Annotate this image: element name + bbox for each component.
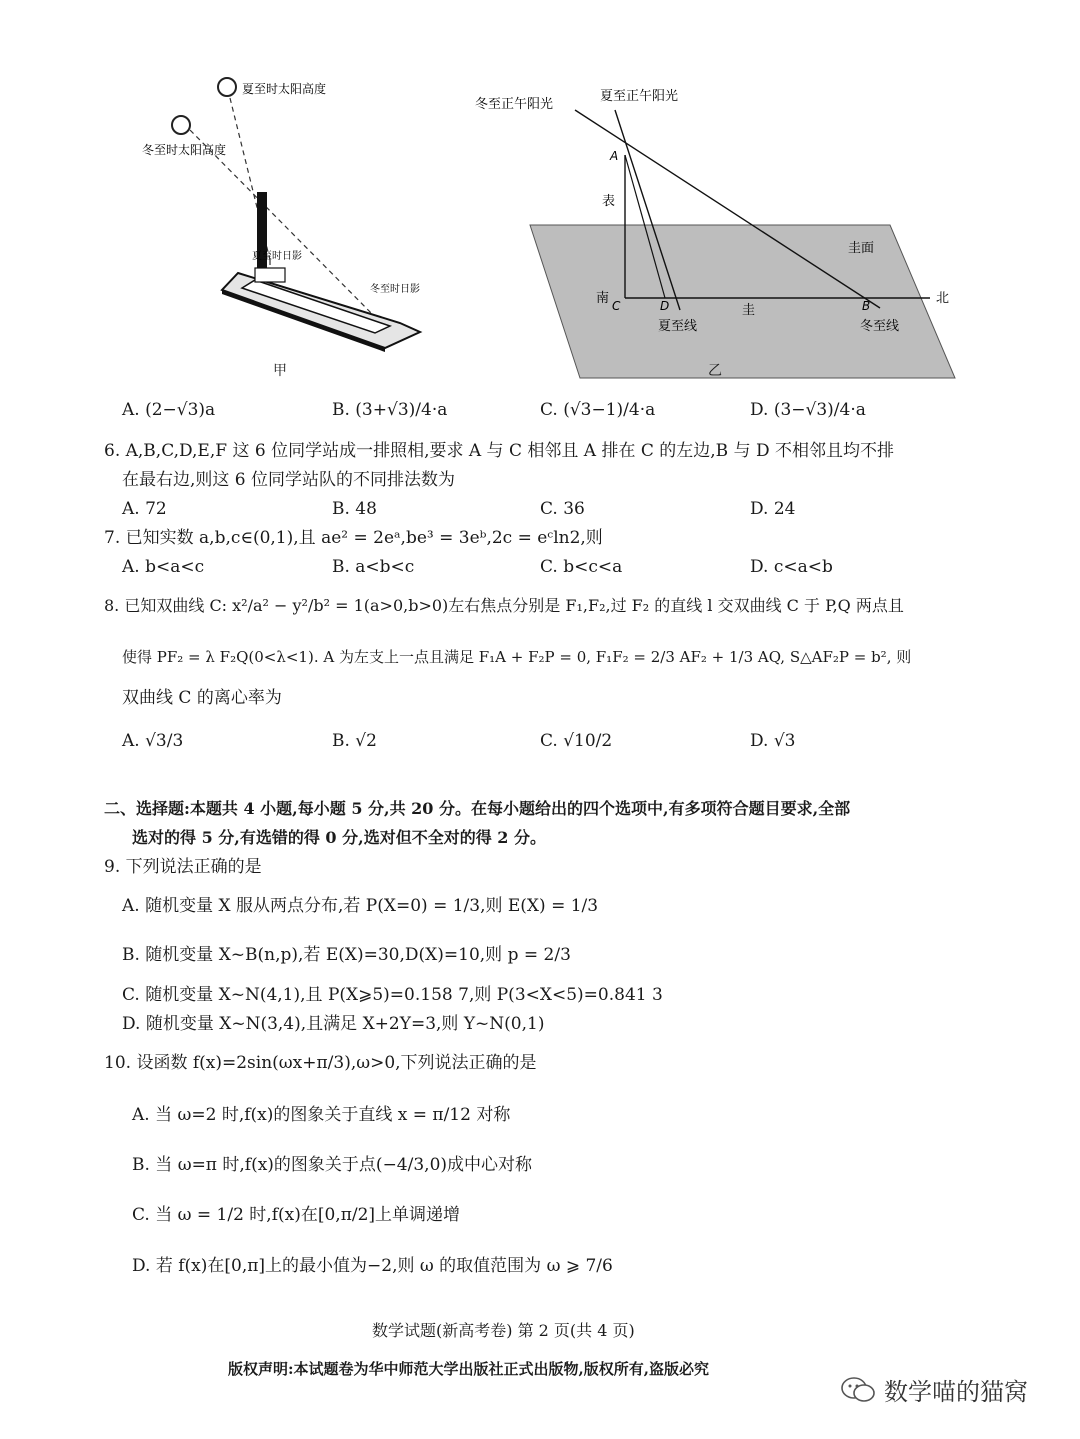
figure-jia [130,70,430,370]
figure-yi [470,80,970,380]
q7-line1: 7. 已知实数 a,b,c∈(0,1),且 ae² = 2eᵃ,be³ = 3eᵇ,2c = eᶜln2,则 [104,528,603,548]
winter-light-label: 冬至正午阳光 [475,97,554,112]
q9-option-c: C. 随机变量 X~N(4,1),且 P(X⩾5)=0.158 7,则 P(3<X<5)=0.841 3 [122,985,663,1005]
q8-option-b: B. √2 [332,731,377,751]
south-label: 南 [596,291,610,306]
point-d: D [660,299,670,313]
biao-label: 表 [602,194,616,209]
figure-yi-caption: 乙 [708,363,722,379]
point-c: C [612,299,621,313]
q6-line2: 在最右边,则这 6 位同学站队的不同排法数为 [122,470,456,490]
q9-option-d: D. 随机变量 X~N(3,4),且满足 X+2Y=3,则 Y~N(0,1) [122,1014,545,1034]
guimian-label: 圭面 [848,241,875,256]
winter-shadow-label: 冬至时日影 [370,284,420,295]
q8-option-a: A. √3/3 [122,731,184,751]
section2-line2: 选对的得 5 分,有选错的得 0 分,选对但不全对的得 2 分。 [132,828,546,847]
q9-option-b: B. 随机变量 X~B(n,p),若 E(X)=30,D(X)=10,则 p = 2/3 [122,945,571,965]
watermark [840,1372,1028,1407]
summer-sun-label: 夏至时太阳高度 [242,82,327,96]
section2-line1: 二、选择题:本题共 4 小题,每小题 5 分,共 20 分。在每小题给出的四个选项中,有多项符合题目要求,全部 [104,799,851,818]
gui-plane [530,225,955,378]
gui-label: 圭 [742,303,756,318]
q9-option-a: A. 随机变量 X 服从两点分布,若 P(X=0) = 1/3,则 E(X) = 1/3 [122,896,599,916]
q8-option-c: C. √10/2 [540,731,613,751]
point-a: A [610,149,619,163]
q10-stem: 10. 设函数 f(x)=2sin(ωx+π/3),ω>0,下列说法正确的是 [104,1053,537,1073]
winter-line-label: 冬至线 [860,319,900,334]
q6-option-d: D. 24 [750,499,796,519]
summer-sun-icon [218,78,236,96]
summer-shadow-label: 夏至时日影 [252,251,302,262]
q8-line1: 8. 已知双曲线 C: x²/a² − y²/b² = 1(a>0,b>0)左右焦点分别是 F₁,F₂,过 F₂ 的直线 l 交双曲线 C 于 P,Q 两点且 [104,596,904,615]
page-footer: 数学试题(新高考卷) 第 2 页(共 4 页) [372,1321,635,1340]
q9-stem: 9. 下列说法正确的是 [104,857,262,877]
q8-line2: 使得 PF₂ = λ F₂Q(0<λ<1). A 为左支上一点且满足 F₁A + F₂P = 0, F₁F₂ = 2/3 AF₂ + 1/3 AQ, S△AF₂P = b², 则 [122,648,912,666]
q6-line1: 6. A,B,C,D,E,F 这 6 位同学站成一排照相,要求 A 与 C 相邻且 A 排在 C 的左边,B 与 D 不相邻且均不排 [104,441,895,461]
q5-option-c: C. (√3−1)/4·a [540,400,656,420]
wechat-icon [840,1375,876,1405]
figure-jia-caption: 甲 [273,363,287,379]
q7-option-d: D. c<a<b [750,557,833,577]
q6-option-a: A. 72 [122,499,167,519]
q7-option-c: C. b<c<a [540,557,623,577]
point-b: B [862,299,871,313]
watermark-text: 数学喵的猫窝 [884,1378,1028,1406]
q10-option-c: C. 当 ω = 1/2 时,f(x)在[0,π/2]上单调递增 [132,1205,461,1225]
q6-option-c: C. 36 [540,499,585,519]
q8-line3: 双曲线 C 的离心率为 [122,688,282,708]
north-label: 北 [936,291,950,306]
q5-option-d: D. (3−√3)/4·a [750,400,866,420]
winter-sun-icon [172,116,190,134]
q10-option-d: D. 若 f(x)在[0,π]上的最小值为−2,则 ω 的取值范围为 ω ⩾ 7/6 [132,1256,613,1276]
q7-option-a: A. b<a<c [122,557,205,577]
copyright-notice: 版权声明:本试题卷为华中师范大学出版社正式出版物,版权所有,盗版必究 [228,1360,709,1378]
q5-option-b: B. (3+√3)/4·a [332,400,448,420]
q10-option-b: B. 当 ω=π 时,f(x)的图象关于点(−4/3,0)成中心对称 [132,1155,533,1175]
q8-option-d: D. √3 [750,731,796,751]
q7-option-b: B. a<b<c [332,557,415,577]
summer-light-label: 夏至正午阳光 [600,89,679,104]
summer-line-label: 夏至线 [658,319,698,334]
q5-option-a: A. (2−√3)a [122,400,216,420]
q10-option-a: A. 当 ω=2 时,f(x)的图象关于直线 x = π/12 对称 [132,1105,511,1125]
q6-option-b: B. 48 [332,499,377,519]
winter-sun-label: 冬至时太阳高度 [142,143,227,157]
